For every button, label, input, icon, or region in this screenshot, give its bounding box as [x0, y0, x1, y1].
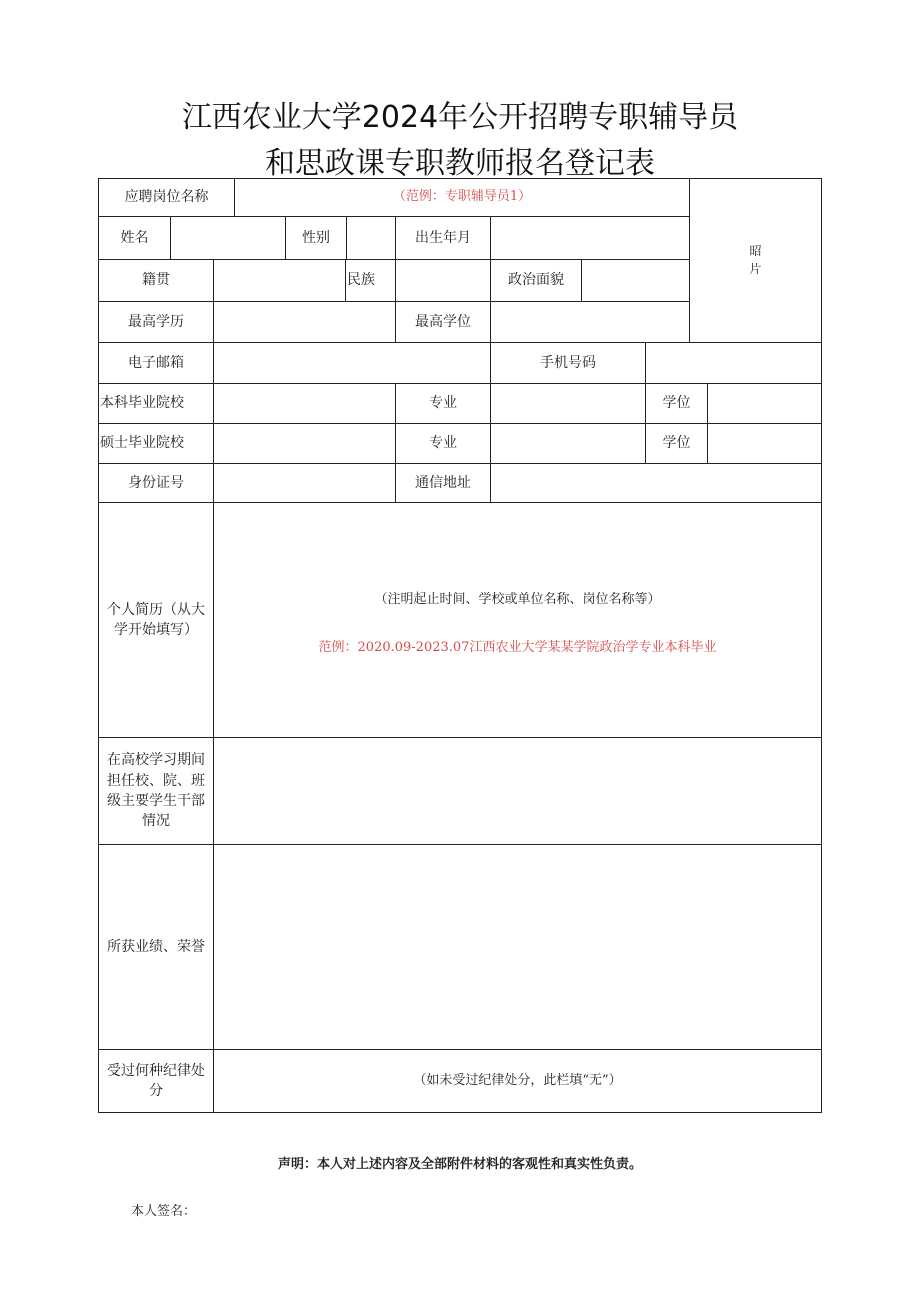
declaration-text: 声明：本人对上述内容及全部附件材料的客观性和真实性负责。	[277, 1157, 642, 1172]
master-degree-input[interactable]	[707, 423, 822, 464]
cadre-label: 在高校学习期间担任校、院、班级主要学生干部情况	[98, 737, 214, 845]
awards-label: 所获业绩、荣誉	[98, 844, 214, 1050]
political-label: 政治面貌	[490, 259, 582, 302]
address-input[interactable]	[490, 463, 822, 503]
gender-input[interactable]	[346, 216, 396, 260]
position-input[interactable]: （范例：专职辅导员1）	[234, 178, 690, 217]
native-place-label: 籍贯	[98, 259, 214, 302]
highest-degree-input[interactable]	[490, 301, 690, 343]
name-input[interactable]	[170, 216, 286, 260]
gender-label: 性别	[285, 216, 347, 260]
ethnicity-input[interactable]	[395, 259, 491, 302]
form-title-line-1: 江西农业大学2024年公开招聘专职辅导员	[181, 100, 739, 135]
political-input[interactable]	[581, 259, 690, 302]
resume-note: （注明起止时间、学校或单位名称、岗位名称等）	[374, 592, 661, 607]
id-label: 身份证号	[98, 463, 214, 503]
address-label: 通信地址	[395, 463, 491, 503]
photo-label-2: 片	[749, 261, 762, 276]
position-label: 应聘岗位名称	[98, 178, 235, 217]
master-school-input[interactable]	[213, 423, 396, 464]
form-title-line-2: 和思政课专职教师报名登记表	[265, 146, 655, 181]
resume-input[interactable]	[213, 502, 822, 738]
cadre-input[interactable]	[213, 737, 822, 845]
phone-label: 手机号码	[490, 342, 646, 384]
master-major-input[interactable]	[490, 423, 646, 464]
native-place-input[interactable]	[213, 259, 346, 302]
highest-edu-input[interactable]	[213, 301, 396, 343]
bachelor-major-input[interactable]	[490, 383, 646, 424]
bachelor-school-input[interactable]	[213, 383, 396, 424]
ethnicity-label: 民族	[345, 259, 396, 302]
signature-label: 本人签名：	[131, 1204, 197, 1219]
bachelor-school-label: 本科毕业院校	[98, 383, 214, 424]
photo-label-1: 昭	[749, 244, 762, 259]
birth-label: 出生年月	[395, 216, 491, 260]
master-school-label: 硕士毕业院校	[98, 423, 214, 464]
email-label: 电子邮箱	[98, 342, 214, 384]
birth-input[interactable]	[490, 216, 690, 260]
master-major-label: 专业	[395, 423, 491, 464]
discipline-input[interactable]: （如未受过纪律处分，此栏填“无”）	[213, 1049, 822, 1113]
discipline-label: 受过何种纪律处分	[98, 1049, 214, 1113]
bachelor-degree-label: 学位	[645, 383, 708, 424]
email-input[interactable]	[213, 342, 491, 384]
highest-edu-label: 最高学历	[98, 301, 214, 343]
awards-input[interactable]	[213, 844, 822, 1050]
resume-example: 范例：2020.09-2023.07江西农业大学某某学院政治学专业本科毕业	[318, 640, 717, 655]
name-label: 姓名	[98, 216, 171, 260]
bachelor-degree-input[interactable]	[707, 383, 822, 424]
highest-degree-label: 最高学位	[395, 301, 491, 343]
photo-box[interactable]	[689, 178, 822, 343]
bachelor-major-label: 专业	[395, 383, 491, 424]
phone-input[interactable]	[645, 342, 822, 384]
id-input[interactable]	[213, 463, 396, 503]
resume-label: 个人简历（从大学开始填写）	[98, 502, 214, 738]
master-degree-label: 学位	[645, 423, 708, 464]
